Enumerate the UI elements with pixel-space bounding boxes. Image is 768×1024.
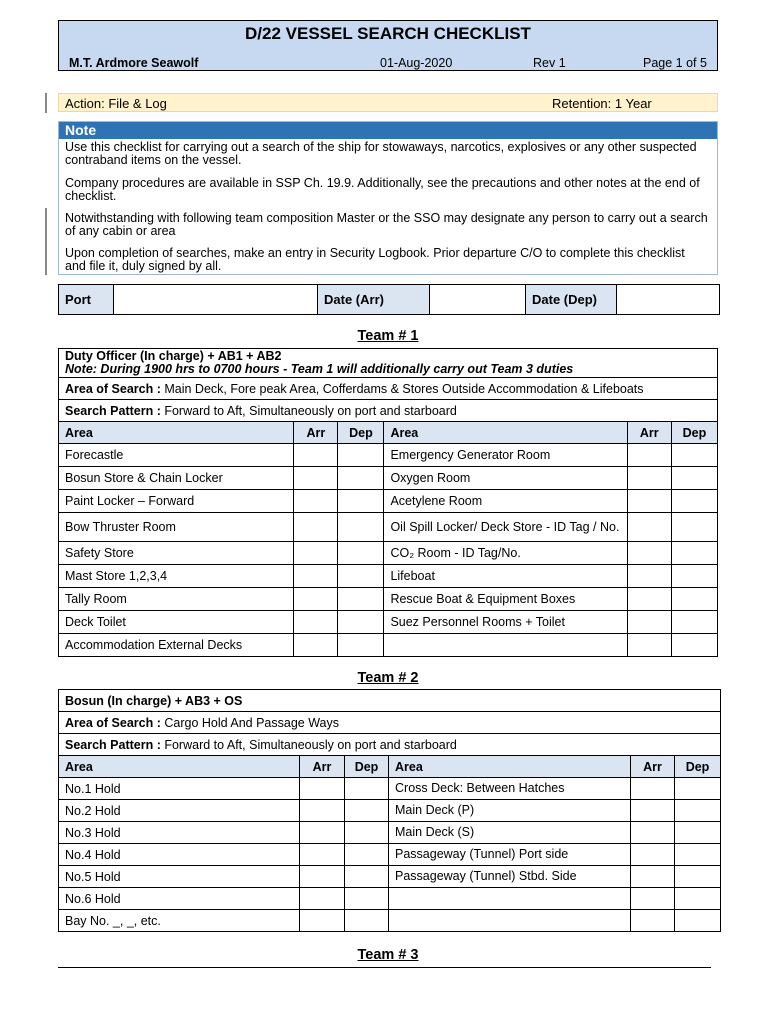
dep-checkbox-right[interactable] [675, 888, 721, 910]
arr-checkbox-left[interactable] [300, 844, 345, 866]
team1-pattern-row [59, 400, 718, 422]
checklist-row [59, 588, 718, 611]
document-header [58, 20, 718, 71]
arr-checkbox-right[interactable] [631, 778, 675, 800]
dep-checkbox-left[interactable] [338, 611, 384, 634]
team1-note: Note: During 1900 hrs to 0700 hours - Team 1 will additionally carry out Team 3 duties [65, 362, 574, 376]
note-heading: Note [59, 122, 717, 139]
area-left: Accommodation External Decks [59, 634, 294, 657]
dep-checkbox-left[interactable] [345, 800, 389, 822]
port-field[interactable] [114, 285, 318, 314]
area-right: Oxygen Room [384, 467, 627, 490]
area-right: Main Deck (S) [389, 822, 631, 844]
col-arr: Arr [627, 422, 671, 444]
arr-checkbox-right[interactable] [627, 513, 671, 542]
checklist-row [59, 866, 721, 888]
port-date-row [58, 284, 720, 315]
area-left: Bow Thruster Room [59, 513, 294, 542]
dep-checkbox-left[interactable] [338, 588, 384, 611]
col-area: Area [59, 756, 300, 778]
area-right: Main Deck (P) [389, 800, 631, 822]
dep-checkbox-right[interactable] [671, 588, 717, 611]
team1-composition: Duty Officer (In charge) + AB1 + AB2 [65, 349, 282, 363]
arr-checkbox-right[interactable] [631, 844, 675, 866]
col-area: Area [384, 422, 627, 444]
note-paragraph: Notwithstanding with following team composition Master or the SSO may designate any person to carry out a search of any cabin or area [65, 211, 708, 238]
checklist-row [59, 565, 718, 588]
port-label: Port [59, 285, 114, 314]
arr-checkbox-right[interactable] [627, 490, 671, 513]
arr-checkbox-right[interactable] [631, 866, 675, 888]
dep-checkbox-right[interactable] [675, 866, 721, 888]
team2-title: Team # 2 [357, 670, 419, 686]
dep-checkbox-left[interactable] [338, 565, 384, 588]
dep-checkbox-right[interactable] [675, 800, 721, 822]
arr-checkbox-left[interactable] [294, 565, 338, 588]
action-text: Action: File & Log [65, 96, 167, 111]
area-right: Oil Spill Locker/ Deck Store - ID Tag / No. [384, 513, 627, 542]
search-pattern-value: Forward to Aft, Simultaneously on port and starboard [160, 403, 457, 418]
checklist-row [59, 634, 718, 657]
date-arr-field[interactable] [430, 285, 526, 314]
area-left: No.5 Hold [59, 866, 300, 888]
area-right [384, 634, 627, 657]
team1-area-row [59, 378, 718, 400]
area-left: Bay No. _, _, etc. [59, 910, 300, 932]
checklist-row [59, 910, 721, 932]
search-pattern-value: Forward to Aft, Simultaneously on port and starboard [160, 737, 457, 752]
arr-checkbox-right[interactable] [627, 588, 671, 611]
checklist-row [59, 778, 721, 800]
team1-composition-row [59, 349, 718, 378]
col-dep: Dep [345, 756, 389, 778]
dep-checkbox-left[interactable] [345, 822, 389, 844]
team2-composition-row [59, 690, 721, 712]
note-paragraph: Use this checklist for carrying out a search of the ship for stowaways, narcotics, explosives or any other suspected contraband items on the vessel. [65, 140, 697, 167]
area-right: Rescue Boat & Equipment Boxes [384, 588, 627, 611]
dep-checkbox-left[interactable] [338, 542, 384, 565]
col-dep: Dep [338, 422, 384, 444]
arr-checkbox-left[interactable] [300, 910, 345, 932]
area-right: Lifeboat [384, 565, 627, 588]
area-right [389, 910, 631, 932]
arr-checkbox-right[interactable] [627, 565, 671, 588]
arr-checkbox-right[interactable] [627, 611, 671, 634]
arr-checkbox-left[interactable] [294, 490, 338, 513]
team2-pattern-row [59, 734, 721, 756]
area-left: Bosun Store & Chain Locker [59, 467, 294, 490]
checklist-row [59, 611, 718, 634]
area-of-search-label: Area of Search : [65, 381, 161, 396]
dep-checkbox-left[interactable] [345, 910, 389, 932]
dep-checkbox-right[interactable] [671, 542, 717, 565]
checklist-row [59, 800, 721, 822]
dep-checkbox-left[interactable] [338, 444, 384, 467]
revision-change-bar [45, 208, 47, 275]
team3-divider [58, 967, 711, 968]
dep-checkbox-right[interactable] [671, 565, 717, 588]
area-right: CO₂ Room - ID Tag/No. [384, 542, 627, 565]
area-left: Forecastle [59, 444, 294, 467]
dep-checkbox-left[interactable] [338, 490, 384, 513]
arr-checkbox-right[interactable] [631, 822, 675, 844]
dep-checkbox-left[interactable] [338, 634, 384, 657]
team2-composition: Bosun (In charge) + AB3 + OS [65, 693, 243, 708]
dep-checkbox-left[interactable] [345, 866, 389, 888]
dep-checkbox-left[interactable] [345, 844, 389, 866]
team3-title: Team # 3 [357, 947, 419, 963]
search-pattern-label: Search Pattern : [65, 403, 161, 418]
document-title: D/22 VESSEL SEARCH CHECKLIST [245, 24, 531, 43]
arr-checkbox-right[interactable] [627, 467, 671, 490]
dep-checkbox-right[interactable] [675, 822, 721, 844]
note-box [58, 121, 718, 275]
area-left: No.6 Hold [59, 888, 300, 910]
team2-table [58, 689, 721, 932]
revision: Rev 1 [533, 56, 566, 70]
area-right: Acetylene Room [384, 490, 627, 513]
area-left: Tally Room [59, 588, 294, 611]
dep-checkbox-right[interactable] [671, 467, 717, 490]
document-date: 01-Aug-2020 [380, 56, 453, 70]
checklist-row [59, 444, 718, 467]
search-pattern-label: Search Pattern : [65, 737, 161, 752]
page-number: Page 1 of 5 [643, 56, 707, 70]
col-dep: Dep [675, 756, 721, 778]
area-of-search-value: Cargo Hold And Passage Ways [160, 715, 339, 730]
checklist-row [59, 467, 718, 490]
col-area: Area [389, 756, 631, 778]
arr-checkbox-left[interactable] [294, 513, 338, 542]
arr-checkbox-right[interactable] [627, 634, 671, 657]
area-of-search-value: Main Deck, Fore peak Area, Cofferdams & Stores Outside Accommodation & Lifeboats [160, 381, 644, 396]
note-paragraph: Company procedures are available in SSP Ch. 19.9. Additionally, see the precautions and other notes at the end of checklist. [65, 176, 700, 203]
area-right: Emergency Generator Room [384, 444, 627, 467]
arr-checkbox-left[interactable] [294, 467, 338, 490]
arr-checkbox-right[interactable] [631, 800, 675, 822]
arr-checkbox-left[interactable] [300, 888, 345, 910]
arr-checkbox-left[interactable] [294, 588, 338, 611]
dep-checkbox-right[interactable] [671, 611, 717, 634]
team1-table [58, 348, 718, 657]
date-dep-label: Date (Dep) [526, 285, 617, 314]
arr-checkbox-right[interactable] [627, 444, 671, 467]
area-left: Deck Toilet [59, 611, 294, 634]
note-paragraph: Upon completion of searches, make an entry in Security Logbook. Prior departure C/O to complete this checklist and file it, duly signed by all. [65, 246, 685, 273]
area-right: Passageway (Tunnel) Port side [389, 844, 631, 866]
arr-checkbox-left[interactable] [294, 611, 338, 634]
team2-column-header [59, 756, 721, 778]
vessel-name: M.T. Ardmore Seawolf [69, 56, 199, 70]
arr-checkbox-left[interactable] [300, 778, 345, 800]
dep-checkbox-right[interactable] [671, 513, 717, 542]
dep-checkbox-right[interactable] [675, 778, 721, 800]
retention-text: Retention: 1 Year [552, 96, 652, 111]
team2-area-row [59, 712, 721, 734]
dep-checkbox-left[interactable] [338, 513, 384, 542]
dep-checkbox-left[interactable] [345, 888, 389, 910]
area-left: Paint Locker – Forward [59, 490, 294, 513]
area-right: Passageway (Tunnel) Stbd. Side [389, 866, 631, 888]
arr-checkbox-left[interactable] [300, 866, 345, 888]
dep-checkbox-right[interactable] [675, 844, 721, 866]
dep-checkbox-left[interactable] [338, 467, 384, 490]
arr-checkbox-left[interactable] [294, 542, 338, 565]
checklist-row [59, 490, 718, 513]
arr-checkbox-left[interactable] [300, 822, 345, 844]
dep-checkbox-right[interactable] [671, 490, 717, 513]
date-arr-label: Date (Arr) [318, 285, 430, 314]
area-left: Mast Store 1,2,3,4 [59, 565, 294, 588]
arr-checkbox-left[interactable] [294, 444, 338, 467]
checklist-row [59, 888, 721, 910]
area-right: Cross Deck: Between Hatches [389, 778, 631, 800]
checklist-row [59, 822, 721, 844]
col-dep: Dep [671, 422, 717, 444]
dep-checkbox-right[interactable] [675, 910, 721, 932]
arr-checkbox-right[interactable] [631, 910, 675, 932]
checklist-row [59, 513, 718, 542]
area-left: No.2 Hold [59, 800, 300, 822]
action-bar [58, 93, 718, 112]
arr-checkbox-right[interactable] [627, 542, 671, 565]
arr-checkbox-left[interactable] [300, 800, 345, 822]
team1-title: Team # 1 [357, 328, 419, 344]
dep-checkbox-left[interactable] [345, 778, 389, 800]
team1-column-header [59, 422, 718, 444]
dep-checkbox-right[interactable] [671, 634, 717, 657]
arr-checkbox-left[interactable] [294, 634, 338, 657]
dep-checkbox-right[interactable] [671, 444, 717, 467]
checklist-row [59, 542, 718, 565]
area-right: Suez Personnel Rooms + Toilet [384, 611, 627, 634]
col-arr: Arr [631, 756, 675, 778]
col-arr: Arr [294, 422, 338, 444]
checklist-row [59, 844, 721, 866]
date-dep-field[interactable] [617, 285, 719, 314]
col-arr: Arr [300, 756, 345, 778]
area-left: Safety Store [59, 542, 294, 565]
area-of-search-label: Area of Search : [65, 715, 161, 730]
area-left: No.3 Hold [59, 822, 300, 844]
area-left: No.1 Hold [59, 778, 300, 800]
revision-change-bar [45, 93, 47, 113]
arr-checkbox-right[interactable] [631, 888, 675, 910]
col-area: Area [59, 422, 294, 444]
area-right [389, 888, 631, 910]
area-left: No.4 Hold [59, 844, 300, 866]
